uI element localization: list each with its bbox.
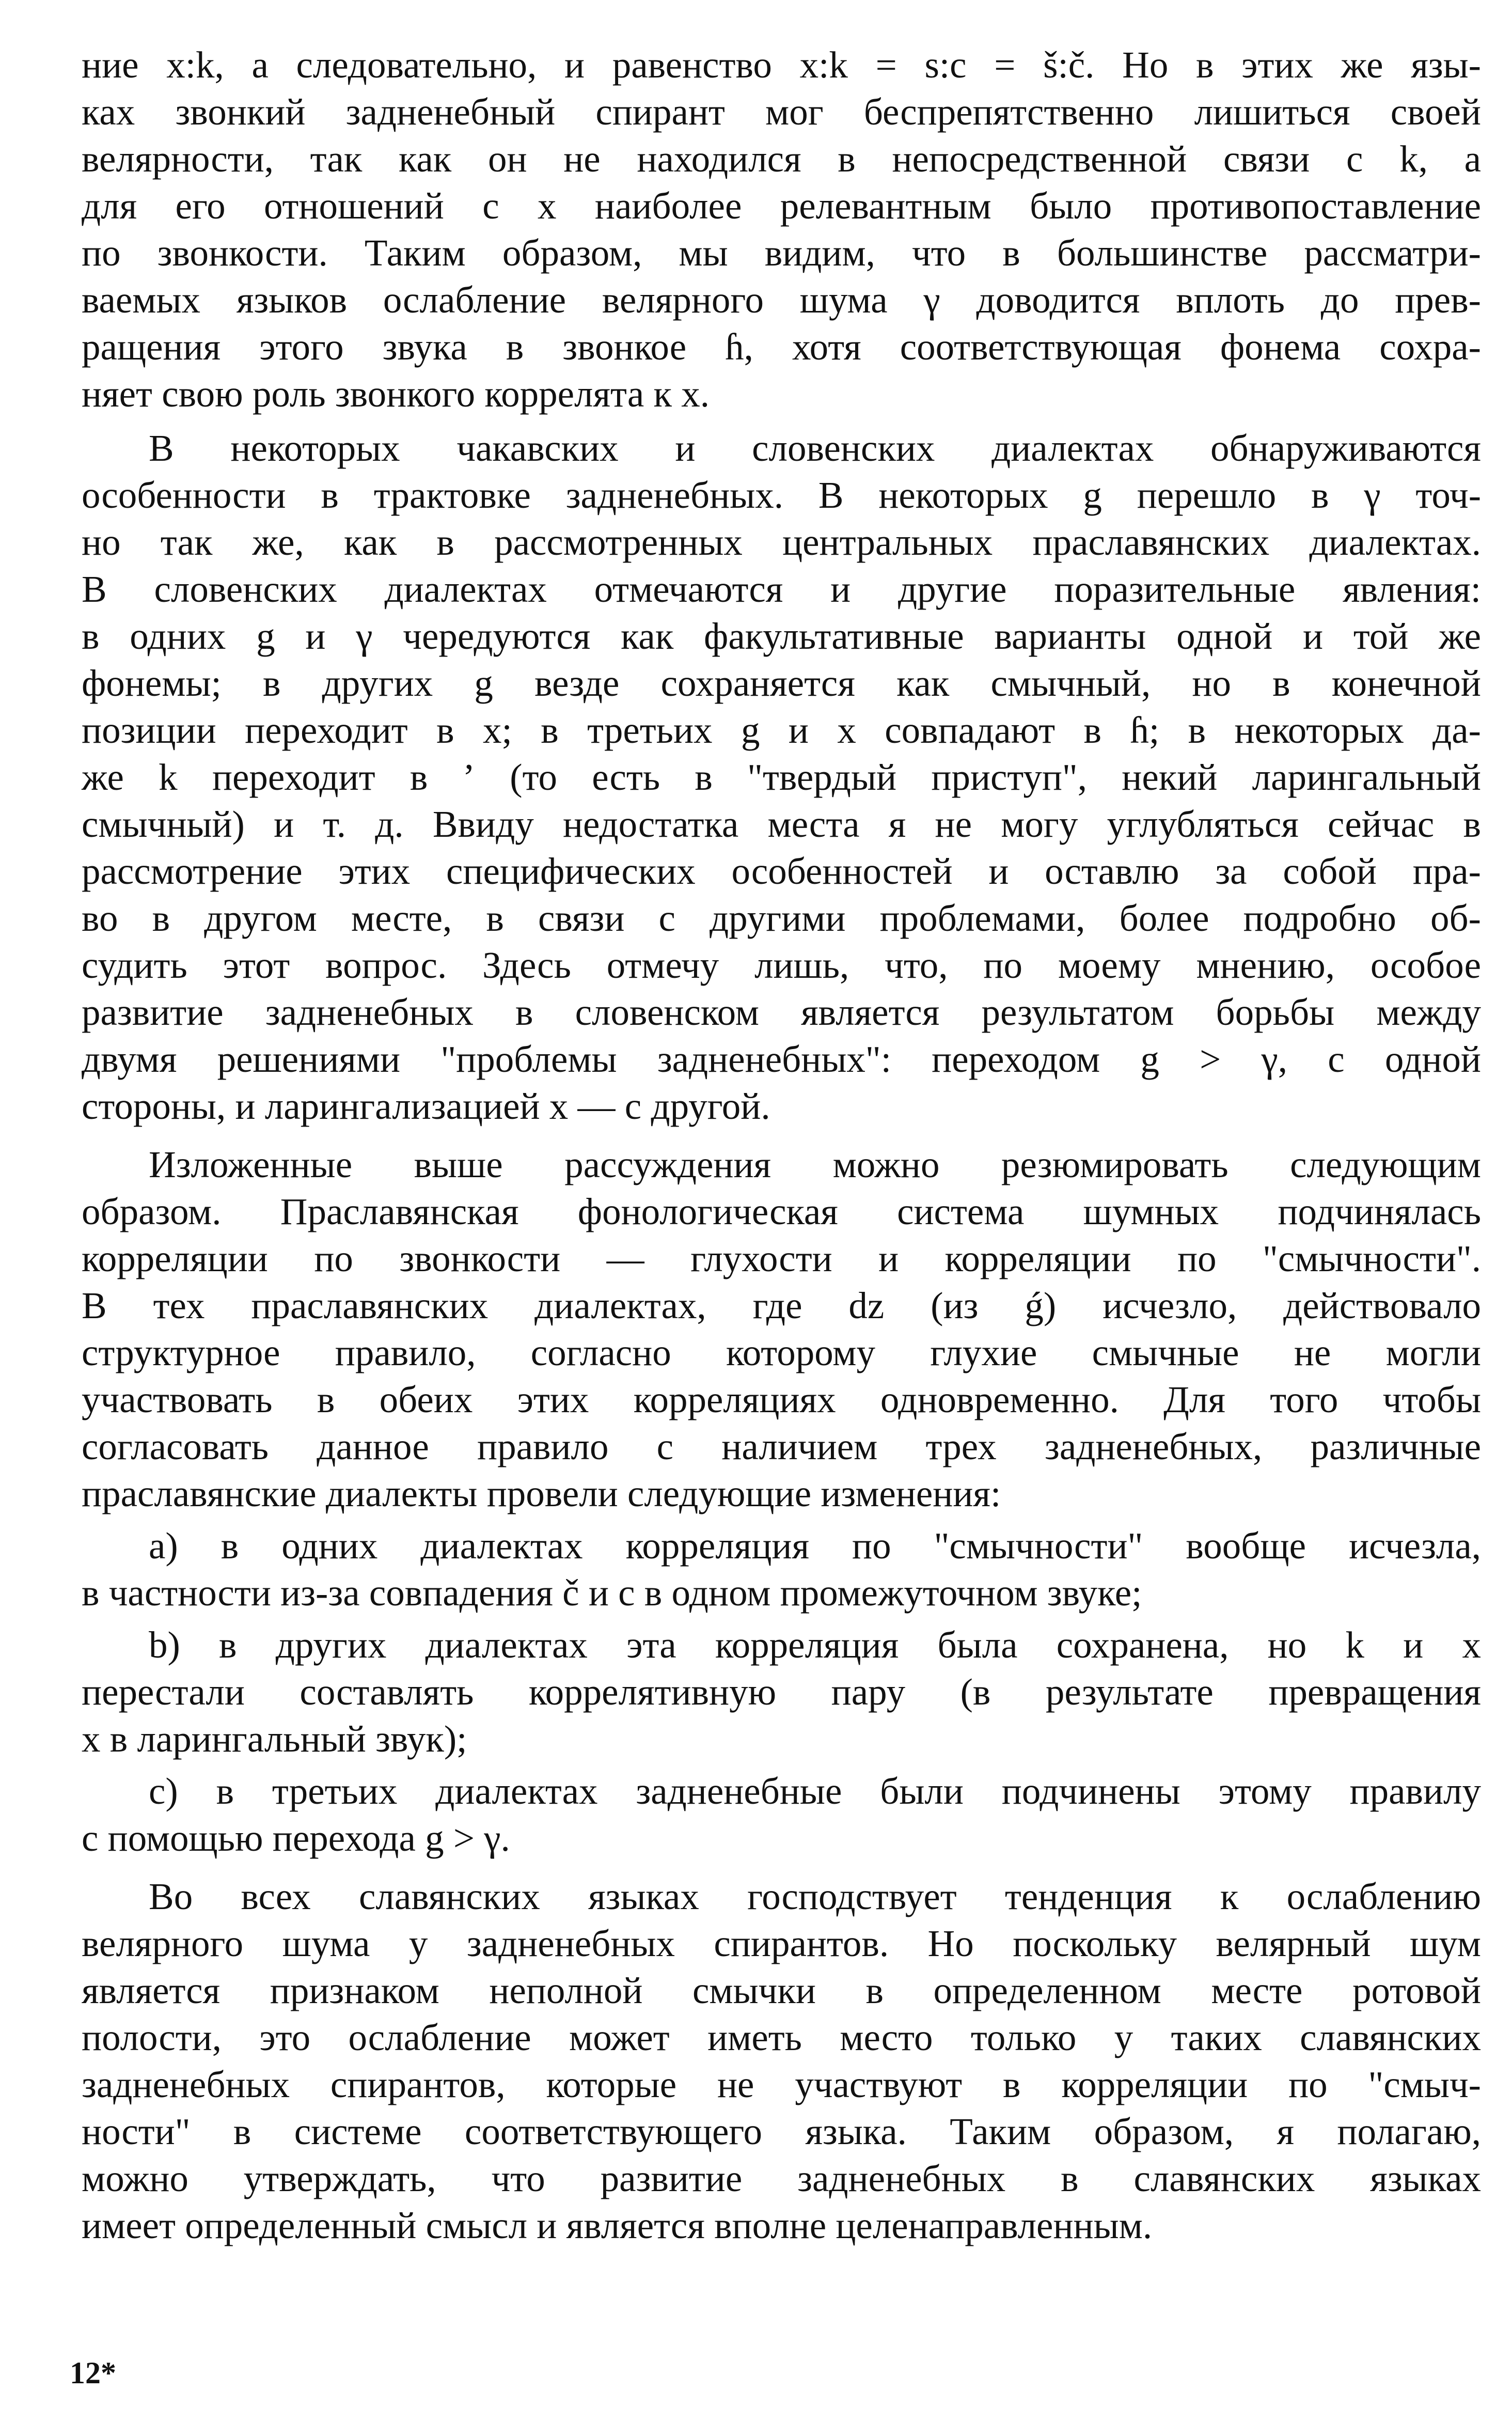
text-line: фонемы; в других g везде сохраняется как смычный, но в конечной [82, 662, 1481, 704]
text-line: участвовать в обеих этих корреляциях одновременно. Для того чтобы [82, 1379, 1481, 1420]
text-line: в частности из-за совпадения č и c в одном промежуточном звуке; [82, 1572, 1142, 1614]
text-line: стороны, и ларингализацией x — с другой. [82, 1085, 770, 1127]
text-line: же k переходит в ʼ (то есть в "твердый приступ", некий ларингальный [82, 756, 1481, 798]
page-number: 12* [70, 2356, 116, 2390]
text-line: няет свою роль звонкого коррелята к x. [82, 373, 710, 415]
text-line: по звонкости. Таким образом, мы видим, что в большинстве рассматри- [82, 232, 1481, 274]
page-body [82, 41, 1481, 2249]
text-line: В словенских диалектах отмечаются и другие поразительные явления: [82, 568, 1481, 610]
text-line: x в ларингальный звук); [82, 1718, 467, 1760]
text-line: Изложенные выше рассуждения можно резюмировать следующим [149, 1144, 1481, 1185]
text-line: велярности, так как он не находился в непосредственной связи с k, а [82, 138, 1481, 180]
text-line: можно утверждать, что развитие задненебных в славянских языках [82, 2158, 1481, 2199]
text-line: а) в одних диалектах корреляция по "смычности" вообще исчезла, [149, 1525, 1481, 1567]
text-line: b) в других диалектах эта корреляция была сохранена, но k и x [149, 1624, 1481, 1666]
text-line: ращения этого звука в звонкое ɦ, хотя соответствующая фонема сохра- [82, 326, 1481, 368]
text-line: позиции переходит в x; в третьих g и x совпадают в ɦ; в некоторых да- [82, 709, 1481, 751]
text-line: имеет определенный смысл и является вполне целенаправленным. [82, 2205, 1153, 2246]
text-line: ваемых языков ослабление велярного шума γ доводится вплоть до прев- [82, 279, 1481, 321]
text-line: В тех праславянских диалектах, где dz (из ǵ) исчезло, действовало [82, 1285, 1481, 1326]
text-line: структурное правило, согласно которому глухие смычные не могли [82, 1332, 1481, 1373]
text-line: корреляции по звонкости — глухости и корреляции по "смычности". [82, 1238, 1481, 1279]
text-line: судить этот вопрос. Здесь отмечу лишь, что, по моему мнению, особое [82, 944, 1481, 986]
text-line: задненебных спирантов, которые не участвуют в корреляции по "смыч- [82, 2064, 1481, 2105]
text-line: Во всех славянских языках господствует тенденция к ослаблению [149, 1876, 1481, 1917]
list-item-a [82, 1522, 1481, 1616]
text-line: является признаком неполной смычки в определенном месте ротовой [82, 1970, 1481, 2011]
text-line: развитие задненебных в словенском является результатом борьбы между [82, 991, 1481, 1033]
text-line: в одних g и γ чередуются как факультативные варианты одной и той же [82, 615, 1481, 657]
text-line: особенности в трактовке задненебных. В некоторых g перешло в γ точ- [82, 474, 1481, 516]
text-line: ние x:k, а следовательно, и равенство x:k = s:c = š:č. Но в этих же язы- [82, 44, 1481, 86]
text-line: перестали составлять коррелятивную пару (в результате превращения [82, 1671, 1481, 1713]
paragraph-1 [82, 41, 1481, 417]
paragraph-3 [82, 1141, 1481, 1517]
text-line: двумя решениями "проблемы задненебных": переходом g > γ, с одной [82, 1038, 1481, 1080]
list-item-c [82, 1768, 1481, 1862]
text-line: но так же, как в рассмотренных центральных праславянских диалектах. [82, 521, 1481, 563]
text-line: образом. Праславянская фонологическая система шумных подчинялась [82, 1191, 1481, 1232]
paragraph-2 [82, 425, 1481, 1130]
list-item-b [82, 1621, 1481, 1762]
text-line: ках звонкий задненебный спирант мог беспрепятственно лишиться своей [82, 91, 1481, 133]
paragraph-4 [82, 1873, 1481, 2249]
text-line: велярного шума у задненебных спирантов. Но поскольку велярный шум [82, 1923, 1481, 1964]
text-line: с помощью перехода g > γ. [82, 1817, 510, 1859]
text-line: полости, это ослабление может иметь место только у таких славянских [82, 2017, 1481, 2058]
text-line: с) в третьих диалектах задненебные были подчинены этому правилу [149, 1770, 1481, 1812]
text-line: смычный) и т. д. Ввиду недостатка места я не могу углубляться сейчас в [82, 803, 1481, 845]
text-line: согласовать данное правило с наличием трех задненебных, различные [82, 1426, 1481, 1467]
text-line: В некоторых чакавских и словенских диалектах обнаруживаются [149, 427, 1481, 469]
text-line: праславянские диалекты провели следующие изменения: [82, 1473, 1001, 1514]
text-line: ности" в системе соответствующего языка. Таким образом, я полагаю, [82, 2111, 1481, 2152]
text-line: для его отношений с x наиболее релевантным было противопоставление [82, 185, 1481, 227]
text-line: рассмотрение этих специфических особенностей и оставлю за собой пра- [82, 850, 1481, 892]
text-line: во в другом месте, в связи с другими проблемами, более подробно об- [82, 897, 1481, 939]
